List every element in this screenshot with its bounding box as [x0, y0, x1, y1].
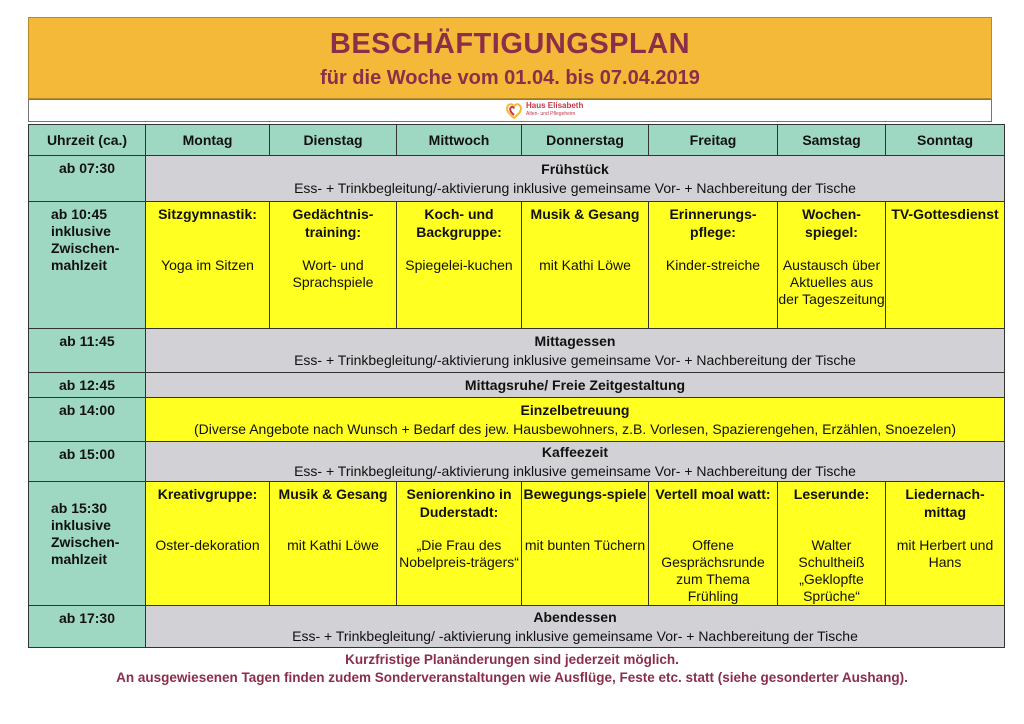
breakfast-row	[29, 156, 1005, 202]
lunch-cell	[146, 329, 1005, 373]
individual-care-desc: (Diverse Angebote nach Wunsch + Bedarf des jew. Hausbewohners, z.B. Vorlesen, Spazierengehen, Erzählen, Snoezelen)	[193, 420, 957, 437]
activity-cell-thursday	[522, 202, 649, 329]
column-header-friday: Freitag	[649, 125, 778, 156]
heart-logo-icon	[506, 102, 522, 119]
dinner-title: Abendessen	[533, 608, 617, 625]
activity-cell-wednesday	[397, 202, 522, 329]
activity-cell-sunday	[886, 202, 1005, 329]
coffee-desc: Ess- + Trinkbegleitung/-aktivierung inklusive gemeinsame Vor- + Nachbereitung der Tische	[294, 462, 856, 479]
column-header-sunday: Sonntag	[886, 125, 1005, 156]
activity-desc: Austausch über Aktuelles aus der Tageszeitung	[778, 257, 885, 307]
activity-cell-tuesday	[270, 482, 397, 606]
activity-desc: „Die Frau des Nobelpreis-trägers“	[399, 537, 519, 570]
activity-desc: mit Herbert und Hans	[896, 537, 994, 570]
dinner-row	[29, 606, 1005, 648]
activity-desc: Yoga im Sitzen	[161, 257, 254, 273]
activity-cell-saturday	[778, 202, 886, 329]
column-header-monday: Montag	[146, 125, 270, 156]
dinner-cell	[146, 606, 1005, 648]
time-cell: ab 12:45	[29, 373, 146, 398]
activity-title: Musik & Gesang	[278, 486, 388, 502]
activity-desc: mit Kathi Löwe	[539, 257, 631, 273]
schedule-table	[28, 124, 1005, 648]
rest-row	[29, 373, 1005, 398]
time-cell: ab 15:30 inklusive Zwischen-mahlzeit	[29, 482, 146, 606]
column-header-thursday: Donnerstag	[522, 125, 649, 156]
time-cell: ab 10:45 inklusive Zwischen-mahlzeit	[29, 202, 146, 329]
footer-note-events: An ausgewiesenen Tagen finden zudem Sonderveranstaltungen wie Ausflüge, Feste etc. statt (siehe gesonderter Aushang).	[116, 670, 908, 685]
column-header-time: Uhrzeit (ca.)	[29, 125, 146, 156]
breakfast-cell	[146, 156, 1005, 202]
column-header-saturday: Samstag	[778, 125, 886, 156]
afternoon-activities-row	[29, 482, 1005, 606]
logo-name: Haus Elisabeth	[526, 101, 584, 110]
activity-title: Musik & Gesang	[530, 206, 640, 222]
activity-title: Gedächtnis-training:	[292, 206, 374, 240]
header-row	[29, 125, 1005, 156]
time-cell: ab 17:30	[29, 606, 146, 648]
activity-cell-friday	[649, 482, 778, 606]
activity-title: Bewegungs-spiele	[523, 486, 647, 502]
activity-cell-friday	[649, 202, 778, 329]
activity-desc: mit Kathi Löwe	[287, 537, 379, 553]
coffee-title: Kaffeezeit	[541, 443, 609, 460]
coffee-row	[29, 442, 1005, 482]
activity-desc: Spiegelei-kuchen	[405, 257, 513, 273]
activity-desc: mit bunten Tüchern	[524, 537, 646, 553]
activity-cell-thursday	[522, 482, 649, 606]
coffee-cell	[146, 442, 1005, 482]
individual-care-row	[29, 398, 1005, 442]
activity-cell-monday	[146, 202, 270, 329]
activity-title: Wochen-spiegel:	[802, 206, 861, 240]
time-cell: ab 07:30	[29, 156, 146, 202]
column-header-tuesday: Dienstag	[270, 125, 397, 156]
rest-cell: Mittagsruhe/ Freie Zeitgestaltung	[146, 373, 1005, 398]
activity-cell-sunday	[886, 482, 1005, 606]
activity-cell-tuesday	[270, 202, 397, 329]
breakfast-desc: Ess- + Trinkbegleitung/-aktivierung inklusive gemeinsame Vor- + Nachbereitung der Tische	[294, 179, 856, 196]
activity-desc: Walter Schultheiß „Geklopfte Sprüche“	[798, 537, 865, 604]
individual-care-cell	[146, 398, 1005, 442]
activity-desc: Wort- und Sprachspiele	[292, 257, 374, 290]
page-title: BESCHÄFTIGUNGSPLAN	[329, 28, 691, 60]
time-cell: ab 11:45	[29, 329, 146, 373]
logo-subtitle: Alten- und Pflegeheim	[526, 111, 576, 117]
column-header-wednesday: Mittwoch	[397, 125, 522, 156]
activity-cell-wednesday	[397, 482, 522, 606]
lunch-desc: Ess- + Trinkbegleitung/-aktivierung inklusive gemeinsame Vor- + Nachbereitung der Tische	[294, 351, 856, 368]
activity-desc: Offene Gesprächsrunde zum Thema Frühling	[661, 537, 765, 604]
activity-cell-monday	[146, 482, 270, 606]
activity-title: TV-Gottesdienst	[891, 206, 999, 222]
activity-desc: Kinder-streiche	[665, 257, 761, 273]
activity-desc: Oster-dekoration	[155, 537, 260, 553]
lunch-row	[29, 329, 1005, 373]
footer-note-changes: Kurzfristige Planänderungen sind jederzeit möglich.	[345, 652, 679, 667]
activity-title: Seniorenkino in Duderstadt:	[406, 486, 512, 520]
breakfast-title: Frühstück	[541, 160, 609, 177]
week-subtitle: für die Woche vom 01.04. bis 07.04.2019	[320, 67, 700, 89]
individual-care-title: Einzelbetreuung	[520, 401, 630, 418]
activity-title: Leserunde:	[793, 486, 870, 502]
activity-title: Erinnerungs-pflege:	[669, 206, 757, 240]
logo-bar	[28, 99, 992, 122]
time-cell: ab 14:00	[29, 398, 146, 442]
plan-header	[28, 17, 992, 99]
activity-title: Liedernach-mittag	[905, 486, 985, 520]
activity-title: Vertell moal watt:	[655, 486, 771, 502]
morning-activities-row	[29, 202, 1005, 329]
activity-title: Koch- und Backgruppe:	[416, 206, 502, 240]
lunch-title: Mittagessen	[534, 332, 616, 349]
activity-title: Sitzgymnastik:	[158, 206, 257, 222]
dinner-desc: Ess- + Trinkbegleitung/ -aktivierung inklusive gemeinsame Vor- + Nachbereitung der Tische	[292, 627, 858, 644]
activity-cell-saturday	[778, 482, 886, 606]
time-cell: ab 15:00	[29, 442, 146, 482]
activity-title: Kreativgruppe:	[157, 486, 258, 502]
